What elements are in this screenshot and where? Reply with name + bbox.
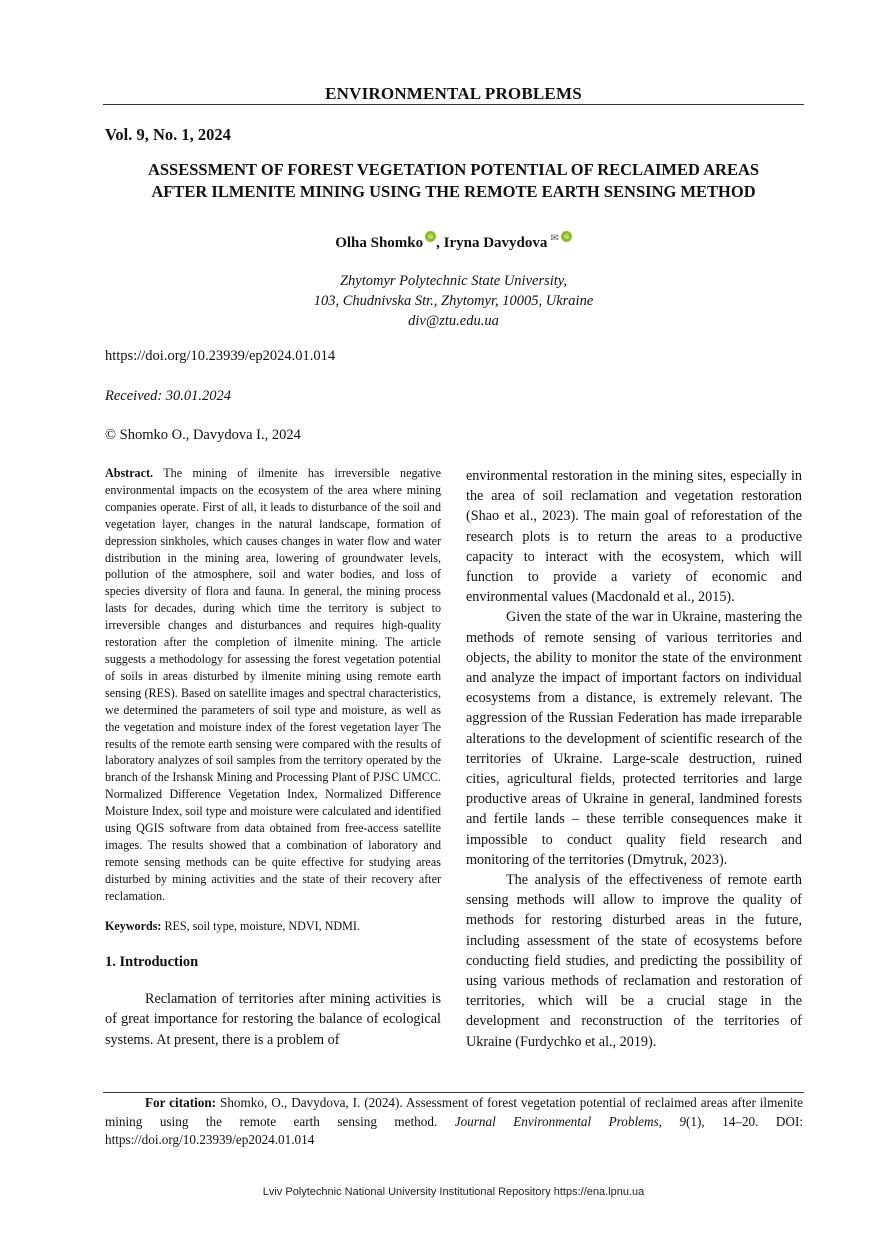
abstract-text: The mining of ilmenite has irreversible negative environmental impacts on the ecosystem of the area where mining companies operate. First of all, it leads to disturbance of the soil and vegetation layer, changes in the natural landscape, formation of depression sinkholes, which causes changes in water flow and water distribution in the mining area, lowering of groundwater levels, pollution of the atmosphere, soil and water bodies, and loss of species diversity of flora and fauna. In general, the mining process lasts for decades, during which time the territory is subject to irreversible changes and disturbances and requires high-quality restoration after the completion of ilmenite mining. The article suggests a methodology for assessing the forest vegetation potential of soils in areas disturbed by ilmenite mining using remote earth sensing (RES). Based on satellite images and spectral characteristics, we determined the parameters of soil type and moisture, as well as the vegetation and moisture index of the forest vegetation layer The results of the remote earth sensing were compared with the results of laboratory analyzes of soil samples from the territory operated by the branch of the Irshansk Mining and Processing Plant of PJSC UMCC. Normalized Difference Vegetation Index, Normalized Difference Moisture Index, soil type and moisture were calculated and identified using QGIS software from data obtained from free-access satellite images. The results showed that a combination of laboratory and remote sensing methods can be quite effective for studying areas disturbed by mining activities and the state of their recovery after reclamation. bbox=[105, 466, 441, 903]
author-name: Olha Shomko bbox=[335, 235, 424, 251]
title-line-2: AFTER ILMENITE MINING USING THE REMOTE EARTH SENSING METHOD bbox=[151, 182, 756, 201]
citation-volume: 9 bbox=[679, 1113, 687, 1129]
affiliation bbox=[103, 271, 804, 331]
citation-text-after: (1), 14–20. DOI: https://doi.org/10.23939/ep2024.01.014 bbox=[105, 1113, 803, 1147]
abstract-label: Abstract. bbox=[105, 466, 154, 480]
abstract bbox=[105, 465, 441, 905]
title-line-1: ASSESSMENT OF FOREST VEGETATION POTENTIAL OF RECLAIMED AREAS bbox=[147, 160, 760, 179]
orcid-icon[interactable] bbox=[561, 231, 572, 242]
orcid-icon[interactable] bbox=[425, 231, 436, 242]
article-title bbox=[103, 159, 804, 203]
mail-icon[interactable]: ✉ bbox=[550, 233, 559, 244]
header-rule bbox=[103, 104, 804, 105]
right-column bbox=[466, 466, 802, 1052]
left-column bbox=[105, 465, 441, 1050]
keywords-label: Keywords: bbox=[105, 918, 162, 933]
citation-journal: Journal Environmental Problems bbox=[454, 1113, 659, 1129]
author-separator: , bbox=[436, 235, 444, 251]
keywords bbox=[105, 918, 441, 935]
author-name: Iryna Davydova bbox=[443, 235, 548, 251]
copyright: © Shomko O., Davydova I., 2024 bbox=[105, 427, 301, 443]
intro-paragraph: Given the state of the war in Ukraine, mastering the methods of remote sensing of various territories and objects, the ability to monitor the state of the environment and analyze the impact of important factors on individual ecosystems from a distance, is extremely relevant. The aggression of the Russian Federation has made irreparable alterations to the development of scientific research of the territories of Ukraine. Large-scale destruction, ruined cities, agricultural fields, protected territories and large productive areas of Ukraine in general, landmined forests and fertile lands – these terrible consequences make it impossible to conduct quality field research and monitoring of the territories (Dmytruk, 2023). bbox=[466, 609, 802, 868]
citation-separator: , bbox=[658, 1113, 680, 1129]
affiliation-line-1: Zhytomyr Polytechnic State University, bbox=[339, 273, 568, 289]
citation-label: For citation: bbox=[145, 1095, 217, 1110]
repository-footer: Lviv Polytechnic National University Institutional Repository https://ena.lpnu.ua bbox=[262, 1186, 645, 1198]
section-heading: 1. Introduction bbox=[105, 954, 199, 971]
doi-link[interactable]: https://doi.org/10.23939/ep2024.01.014 bbox=[105, 348, 336, 364]
intro-paragraph: The analysis of the effectiveness of remote earth sensing methods will allow to improve the quality of methods for restoring disturbed areas in the future, including assessment of the state of ecosystems before conducting field studies, and predicting the possibility of using various methods of reclamation and restoration of territories, which will be a crucial stage in the development and reconstruction of the territories of Ukraine (Furdychko et al., 2019). bbox=[466, 872, 802, 1050]
citation-rule bbox=[103, 1092, 804, 1093]
author-list bbox=[103, 230, 804, 252]
affiliation-line-2: 103, Chudnivska Str., Zhytomyr, 10005, Ukraine bbox=[313, 293, 594, 309]
volume-info: Vol. 9, No. 1, 2024 bbox=[105, 125, 231, 144]
citation-block bbox=[105, 1094, 803, 1150]
journal-header: ENVIRONMENTAL PROBLEMS bbox=[325, 84, 582, 103]
received-date: Received: 30.01.2024 bbox=[105, 388, 232, 404]
intro-paragraph: Reclamation of territories after mining activities is of great importance for restoring the balance of ecological systems. At present, there is a problem of bbox=[105, 991, 441, 1048]
intro-paragraph: environmental restoration in the mining sites, especially in the area of soil reclamation and vegetation restoration (Shao et al., 2023). The main goal of reforestation of the research plots is to return the areas to a productive capacity to interact with the ecosystem, which will function to provide a variety of economic and environmental values (Macdonald et al., 2015). bbox=[466, 468, 802, 606]
citation-text: Shomko, O., Davydova, I. (2024). Assessment of forest vegetation potential of reclaimed areas after ilmenite mining using the remote earth sensing method. bbox=[105, 1095, 803, 1129]
keywords-text: RES, soil type, moisture, NDVI, NDMI. bbox=[161, 918, 360, 933]
author-email[interactable]: div@ztu.edu.ua bbox=[408, 313, 499, 329]
